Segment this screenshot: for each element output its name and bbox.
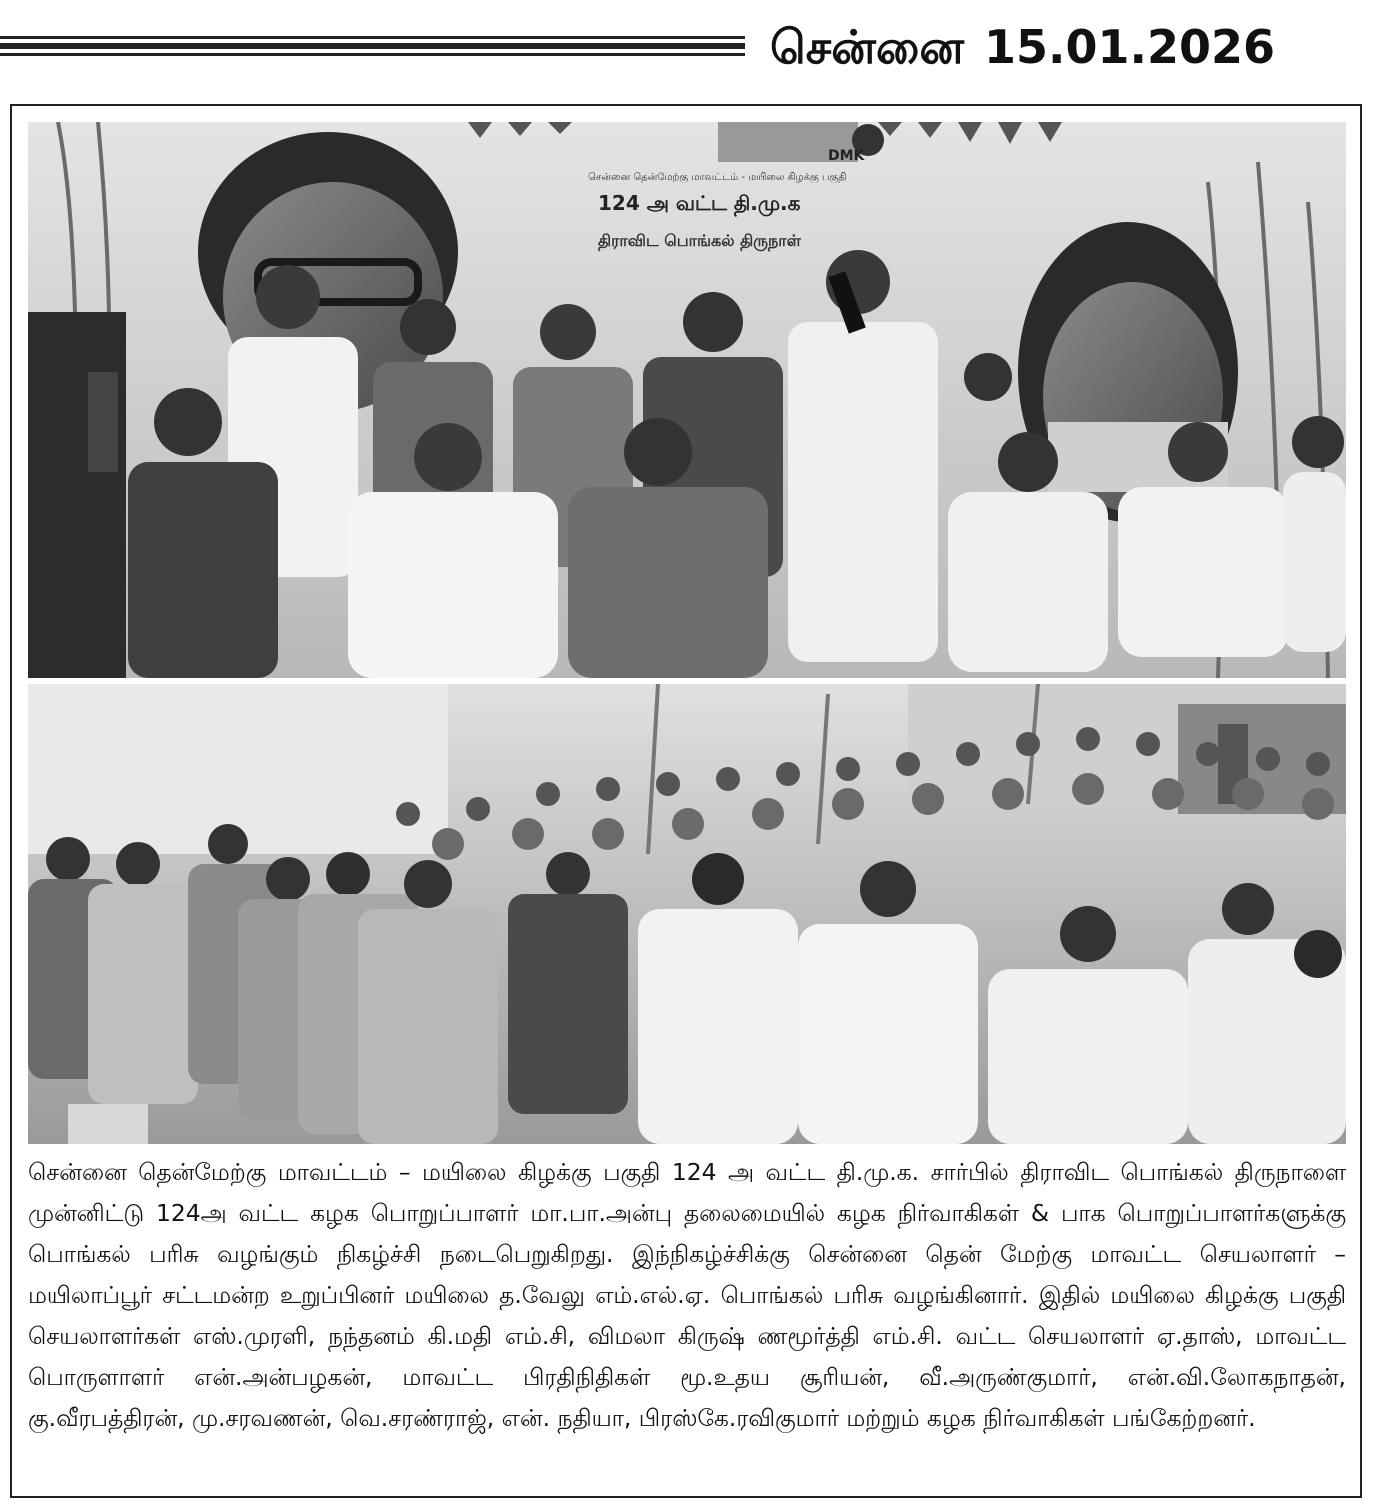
stage-photo (28, 122, 1346, 678)
masthead-rule (0, 36, 745, 58)
banner-line-1: சென்னை தென்மேற்கு மாவட்டம் - மயிலை கிழக்கு பகுதி (588, 172, 847, 183)
audience-photo (28, 684, 1346, 1144)
dmk-logo-text: DMK (828, 148, 865, 164)
banner-line-2: 124 அ வட்ட தி.மு.க (598, 191, 801, 215)
masthead (0, 0, 1374, 90)
news-caption: சென்னை தென்மேற்கு மாவட்டம் – மயிலை கிழக்கு பகுதி 124 அ வட்ட தி.மு.க. சார்பில் திராவிட பொங்கல் திருநாளை முன்னிட்டு 124அ வட்ட கழக பொறுப்பாளர் மா.பா.அன்பு தலைமையில் கழக நிர்வாகிகள் & பாக பொறுப்பாளர்களுக்கு பொங்கல் பரிசு வழங்கும் நிகழ்ச்சி நடைபெறுகிறது. இந்நிகழ்ச்சிக்கு சென்னை தென் மேற்கு மாவட்ட செயலாளர் – மயிலாப்பூர் சட்டமன்ற உறுப்பினர் மயிலை த.வேலு எம்.எல்.ஏ. பொங்கல் பரிசு வழங்கினார். இதில் மயிலை கிழக்கு பகுதி செயலாளர்கள் எஸ்.முரளி, நந்தனம் கி.மதி எம்.சி, விமலா கிருஷ் ணமூர்த்தி எம்.சி. வட்ட செயலாளர் ஏ.தாஸ், மாவட்ட பொருளாளர் என்.அன்பழகன், மாவட்ட பிரதிநிதிகள் மூ.உதய சூரியன், வீ.அருண்குமார், என்.வி.லோகநாதன், கு.வீரபத்திரன், மு.சரவணன், வெ.சரண்ராஜ், என். நதியா, பிரஸ்கே.ரவிகுமார் மற்றும் கழக நிர்வாகிகள் பங்கேற்றனர். (28, 1158, 1346, 1432)
news-item-frame (10, 104, 1362, 1498)
city-name: சென்னை (770, 20, 965, 74)
banner-line-3: திராவிட பொங்கல் திருநாள் (598, 231, 802, 250)
dateline (770, 12, 1370, 82)
publication-date: 15.01.2026 (984, 20, 1276, 74)
